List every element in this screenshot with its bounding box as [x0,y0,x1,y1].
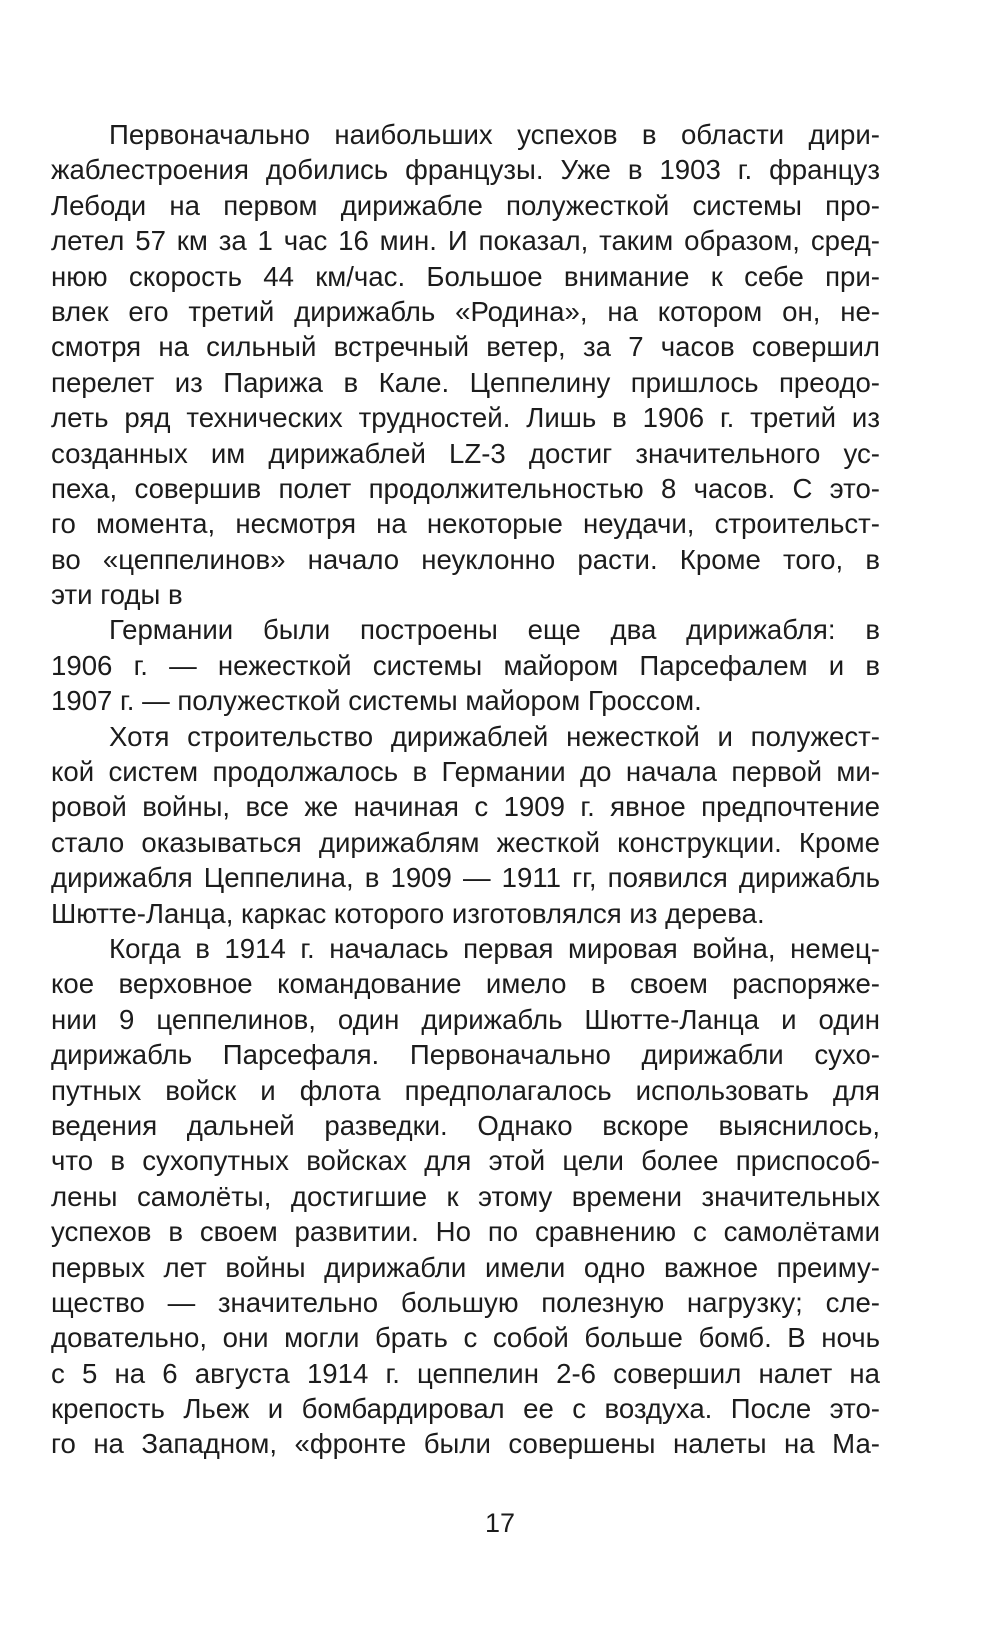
text-line: что в сухопутных войсках для этой цели более приспособ- [51,1145,880,1177]
text-line: Лебоди на первом дирижабле полужесткой системы про- [51,189,880,221]
text-line: эти годы в [51,579,183,611]
text-line: го на Западном, «фронте были совершены налеты на Ма- [51,1428,880,1460]
text-line: лены самолёты, достигшие к этому времени значительных [51,1180,880,1212]
text-line: влек его третий дирижабль «Родина», на котором он, не- [51,295,880,327]
text-line: дирижабль Парсефаля. Первоначально дирижабли сухо- [51,1039,880,1071]
text-line: пеха, совершив полет продолжительностью 8 часов. С это- [51,472,880,504]
text-line: кой систем продолжалось в Германии до начала первой ми- [51,756,880,788]
text-line: во «цеппелинов» начало неуклонно расти. Кроме того, в [51,543,880,575]
text-line: Когда в 1914 г. началась первая мировая война, немец- [109,932,880,964]
text-line: дирижабля Цеппелина, в 1909 — 1911 гг, появился дирижабль [51,862,880,894]
text-line: леть ряд технических трудностей. Лишь в 1906 г. третий из [51,402,880,434]
body-text [51,117,880,1462]
text-line: путных войск и флота предполагалось использовать для [51,1074,880,1106]
text-line: смотря на сильный встречный ветер, за 7 часов совершил [51,331,880,363]
page-number: 17 [484,1508,516,1538]
text-line: нюю скорость 44 км/час. Большое внимание к себе при- [51,260,880,292]
text-line: довательно, они могли брать с собой больше бомб. В ночь [51,1322,880,1354]
text-line: Германии были построены еще два дирижабля: в [109,614,880,646]
text-line: Хотя строительство дирижаблей нежесткой и полужест- [109,720,880,752]
text-line: ровой войны, все же начиная с 1909 г. явное предпочтение [51,791,880,823]
text-line: созданных им дирижаблей LZ-3 достиг значительного ус- [51,437,880,469]
text-line: щество — значительно большую полезную нагрузку; сле- [51,1286,880,1318]
text-line: первых лет войны дирижабли имели одно важное преиму- [51,1251,880,1283]
text-line: Первоначально наибольших успехов в области дири- [109,119,880,150]
text-line: 1906 г. — нежесткой системы майором Парсефалем и в [51,649,880,681]
text-line: стало оказываться дирижаблям жесткой конструкции. Кроме [51,826,880,858]
text-line: перелет из Парижа в Кале. Цеппелину пришлось преодо- [51,366,880,398]
text-line: нии 9 цеппелинов, один дирижабль Шютте-Ланца и один [51,1003,880,1035]
text-line: го момента, несмотря на некоторые неудачи, строительст- [51,508,880,540]
text-line: жаблестроения добились французы. Уже в 1903 г. француз [51,154,880,186]
text-line: летел 57 км за 1 час 16 мин. И показал, таким образом, сред- [51,225,880,257]
text-line: кое верховное командование имело в своем распоряже- [51,968,880,1000]
text-line: Шютте-Ланца, каркас которого изготовлялся из дерева. [51,897,765,929]
text-line: крепость Льеж и бомбардировал ее с воздуха. После это- [51,1393,880,1425]
text-line: с 5 на 6 августа 1914 г. цеппелин 2-6 совершил налет на [51,1357,880,1389]
text-line: ведения дальней разведки. Однако вскоре выяснилось, [51,1109,880,1141]
text-line: 1907 г. — полужесткой системы майором Гроссом. [51,685,702,717]
text-line: успехов в своем развитии. Но по сравнению с самолётами [51,1216,880,1248]
